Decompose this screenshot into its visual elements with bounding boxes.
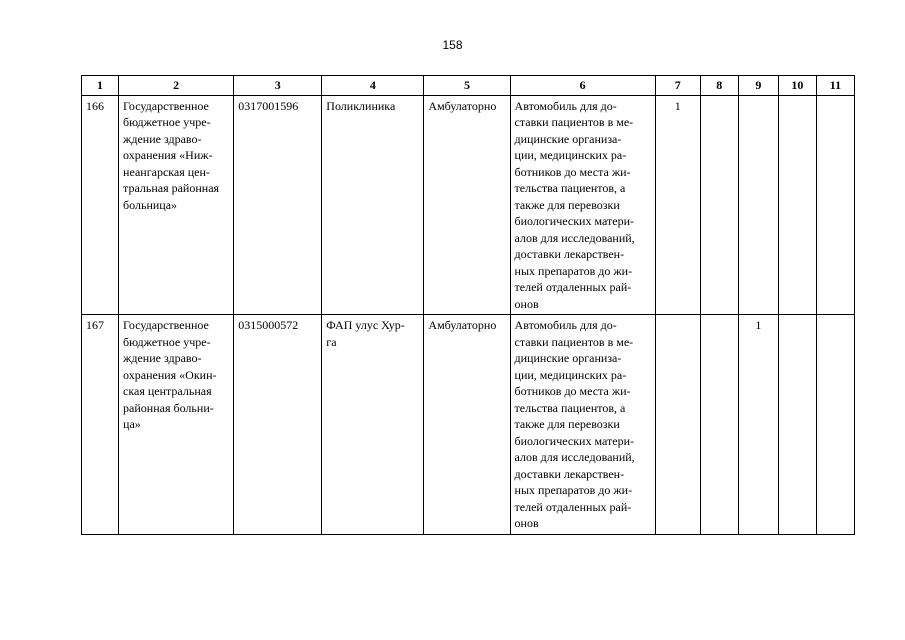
column-header: 6 xyxy=(510,76,655,96)
count-cell-10 xyxy=(778,315,816,535)
mode-cell: Амбулаторно xyxy=(424,315,510,535)
column-header: 7 xyxy=(655,76,700,96)
column-header: 11 xyxy=(816,76,854,96)
column-header: 2 xyxy=(119,76,234,96)
column-header: 3 xyxy=(234,76,322,96)
row-number-cell: 167 xyxy=(82,315,119,535)
document-table xyxy=(81,75,855,535)
column-header: 9 xyxy=(738,76,778,96)
column-header: 10 xyxy=(778,76,816,96)
count-cell-7 xyxy=(655,315,700,535)
unit-cell: ФАП улус Хур- га xyxy=(322,315,424,535)
header-row xyxy=(82,76,855,96)
page-number: 158 xyxy=(442,38,463,52)
table-row xyxy=(82,95,855,315)
table-row xyxy=(82,315,855,535)
row-number-cell: 166 xyxy=(82,95,119,315)
count-cell-7: 1 xyxy=(655,95,700,315)
code-cell: 0315000572 xyxy=(234,315,322,535)
count-cell-11 xyxy=(816,315,854,535)
purpose-cell: Автомобиль для до- ставки пациентов в ме- дицинские организа- ции, медицинских ра- ботников до места жи- тельства пациентов, а также для перевозки биологических матери- алов для исследований, доставки лекарствен- ных препаратов до жи- телей отдаленных рай- онов xyxy=(510,95,655,315)
count-cell-9: 1 xyxy=(738,315,778,535)
unit-cell: Поликлиника xyxy=(322,95,424,315)
count-cell-11 xyxy=(816,95,854,315)
count-cell-10 xyxy=(778,95,816,315)
organization-cell: Государственное бюджетное учре- ждение здраво- охранения «Окин- ская центральная районная больни- ца» xyxy=(119,315,234,535)
organization-cell: Государственное бюджетное учре- ждение здраво- охранения «Ниж- неангарская цен- тральная районная больница» xyxy=(119,95,234,315)
count-cell-9 xyxy=(738,95,778,315)
column-header: 5 xyxy=(424,76,510,96)
count-cell-8 xyxy=(700,95,738,315)
count-cell-8 xyxy=(700,315,738,535)
code-cell: 0317001596 xyxy=(234,95,322,315)
column-header: 4 xyxy=(322,76,424,96)
column-header: 1 xyxy=(82,76,119,96)
mode-cell: Амбулаторно xyxy=(424,95,510,315)
column-header: 8 xyxy=(700,76,738,96)
purpose-cell: Автомобиль для до- ставки пациентов в ме- дицинские организа- ции, медицинских ра- ботников до места жи- тельства пациентов, а также для перевозки биологических матери- алов для исследований, доставки лекарствен- ных препаратов до жи- телей отдаленных рай- онов xyxy=(510,315,655,535)
